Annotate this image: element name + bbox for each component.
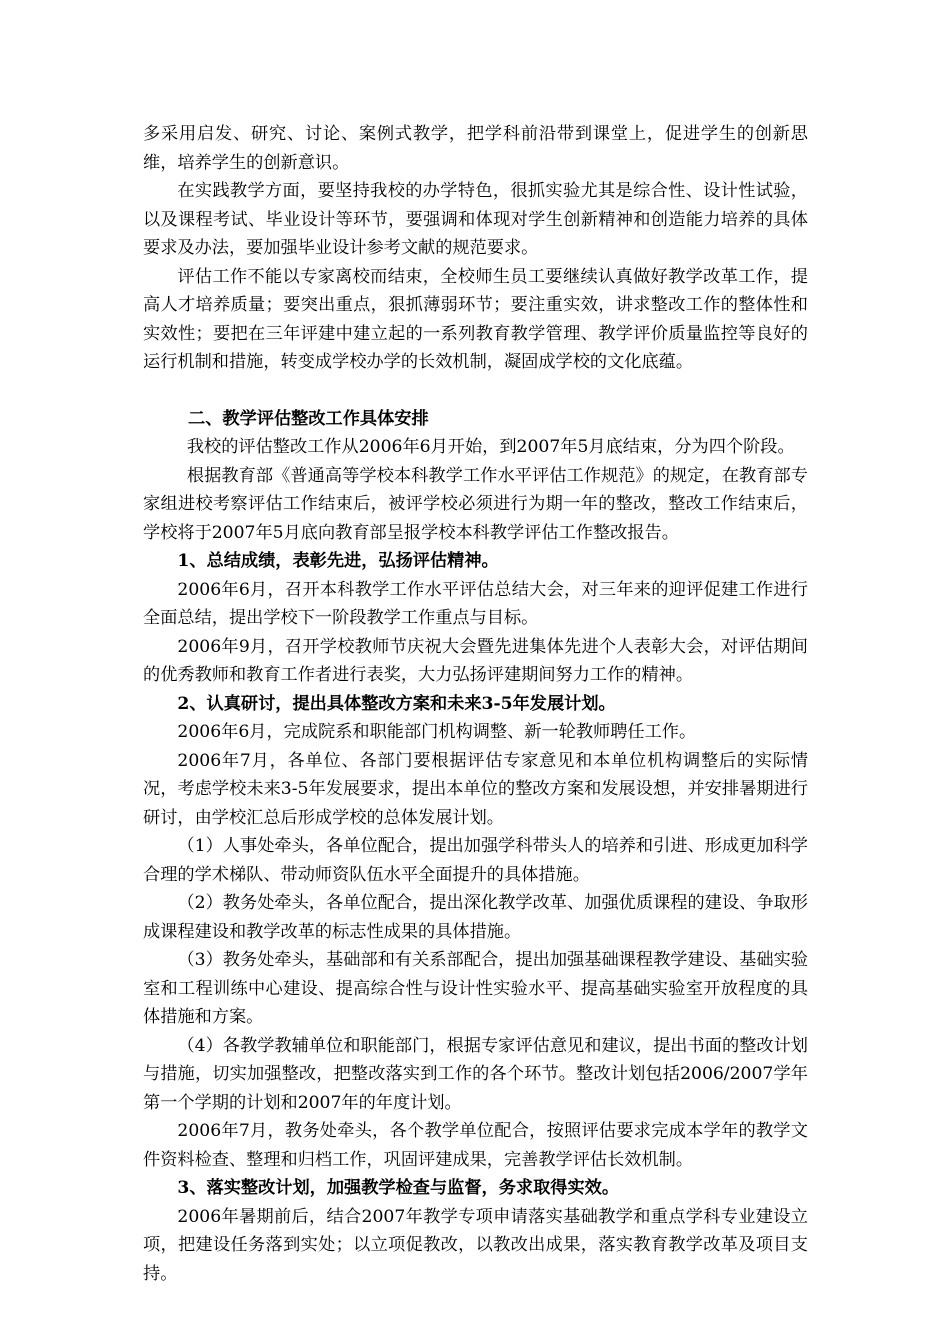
paragraph-summary-meeting: 2006年6月，召开本科教学工作水平评估总结大会，对三年来的迎评促建工作进行全面总结，提出学校下一阶段教学工作重点与目标。 <box>143 579 808 628</box>
paragraph-teachers-day: 2006年9月，召开学校教师节庆祝大会暨先进集体先进个人表彰大会，对评估期间的优秀教师和教育工作者进行表奖，大力弘扬评建期间努力工作的精神。 <box>143 636 808 685</box>
paragraph-project-support: 2006年暑期前后，结合2007年教学专项申请落实基础教学和重点学科专业建设立项，把建设任务落到实处；以立项促教改，以教改出成果，落实教育教学改革及项目支持。 <box>143 1206 808 1284</box>
list-item-academic-affairs: （2）教务处牵头，各单位配合，提出深化教学改革、加强优质课程的建设、争取形成课程建设和教学改革的标志性成果的具体措施。 <box>143 893 808 942</box>
paragraph-restructuring: 2006年6月，完成院系和职能部门机构调整、新一轮教师聘任工作。 <box>177 722 697 742</box>
paragraph-regulation: 根据教育部《普通高等学校本科教学工作水平评估工作规范》的规定，在教育部专家组进校考察评估工作结束后，被评学校必须进行为期一年的整改，整改工作结束后，学校将于2007年5月底向教育部呈报学校本科教学评估工作整改报告。 <box>143 465 808 543</box>
paragraph-development-plan: 2006年7月，各单位、各部门要根据评估专家意见和本单位机构调整后的实际情况，考虑学校未来3-5年发展要求，提出本单位的整改方案和发展设想，并安排暑期进行研讨，由学校汇总后形成学校的总体发展计划。 <box>143 750 808 828</box>
paragraph-practice-teaching: 在实践教学方面，要坚持我校的办学特色，很抓实验尤其是综合性、设计性试验，以及课程考试、毕业设计等环节，要强调和体现对学生创新精神和创造能力培养的具体要求及办法，要加强毕业设计参考文献的规范要求。 <box>143 181 808 258</box>
paragraph-document-archiving: 2006年7月，教务处牵头，各个教学单位配合，按照评估要求完成本学年的教学文件资料检查、整理和归档工作，巩固评建成果，完善教学评估长效机制。 <box>143 1121 808 1170</box>
paragraph-schedule-overview: 我校的评估整改工作从2006年6月开始，到2007年5月底结束，分为四个阶段。 <box>186 437 795 457</box>
list-item-foundation: （3）教务处牵头，基础部和有关系部配合，提出加强基础课程教学建设、基础实验室和工程训练中心建设、提高综合性与设计性实验水平、提高基础实验室开放程度的具体措施和方案。 <box>143 950 808 1027</box>
paragraph-teaching-methods: 多采用启发、研究、讨论、案例式教学，把学科前沿带到课堂上，促进学生的创新思维，培养学生的创新意识。 <box>143 124 808 173</box>
list-item-personnel: （1）人事处牵头，各单位配合，提出加强学科带头人的培养和引进、形成更加科学合理的学术梯队、带动师资队伍水平全面提升的具体措施。 <box>143 836 808 885</box>
subheading-stage-1: 1、总结成绩，表彰先进，弘扬评估精神。 <box>177 551 499 571</box>
document-page <box>143 120 808 1288</box>
section-spacer <box>143 377 808 405</box>
section-heading: 二、教学评估整改工作具体安排 <box>188 408 429 429</box>
paragraph-evaluation-continuation: 评估工作不能以专家离校而结束，全校师生员工要继续认真做好教学改革工作，提高人才培养质量；要突出重点，狠抓薄弱环节；要注重实效，讲求整改工作的整体性和实效性；要把在三年评建中建立起的一系列教育教学管理、教学评价质量监控等良好的运行机制和措施，转变成学校办学的长效机制，凝固成学校的文化底蕴。 <box>143 266 808 372</box>
list-item-all-units: （4）各教学教辅单位和职能部门，根据专家评估意见和建议，提出书面的整改计划与措施，切实加强整改，把整改落实到工作的各个环节。整改计划包括2006/2007学年第一个学期的计划和2007年的年度计划。 <box>143 1035 808 1113</box>
subheading-stage-2: 2、认真研讨，提出具体整改方案和未来3-5年发展计划。 <box>177 693 616 714</box>
subheading-stage-3: 3、落实整改计划，加强教学检查与监督，务求取得实效。 <box>177 1178 620 1198</box>
